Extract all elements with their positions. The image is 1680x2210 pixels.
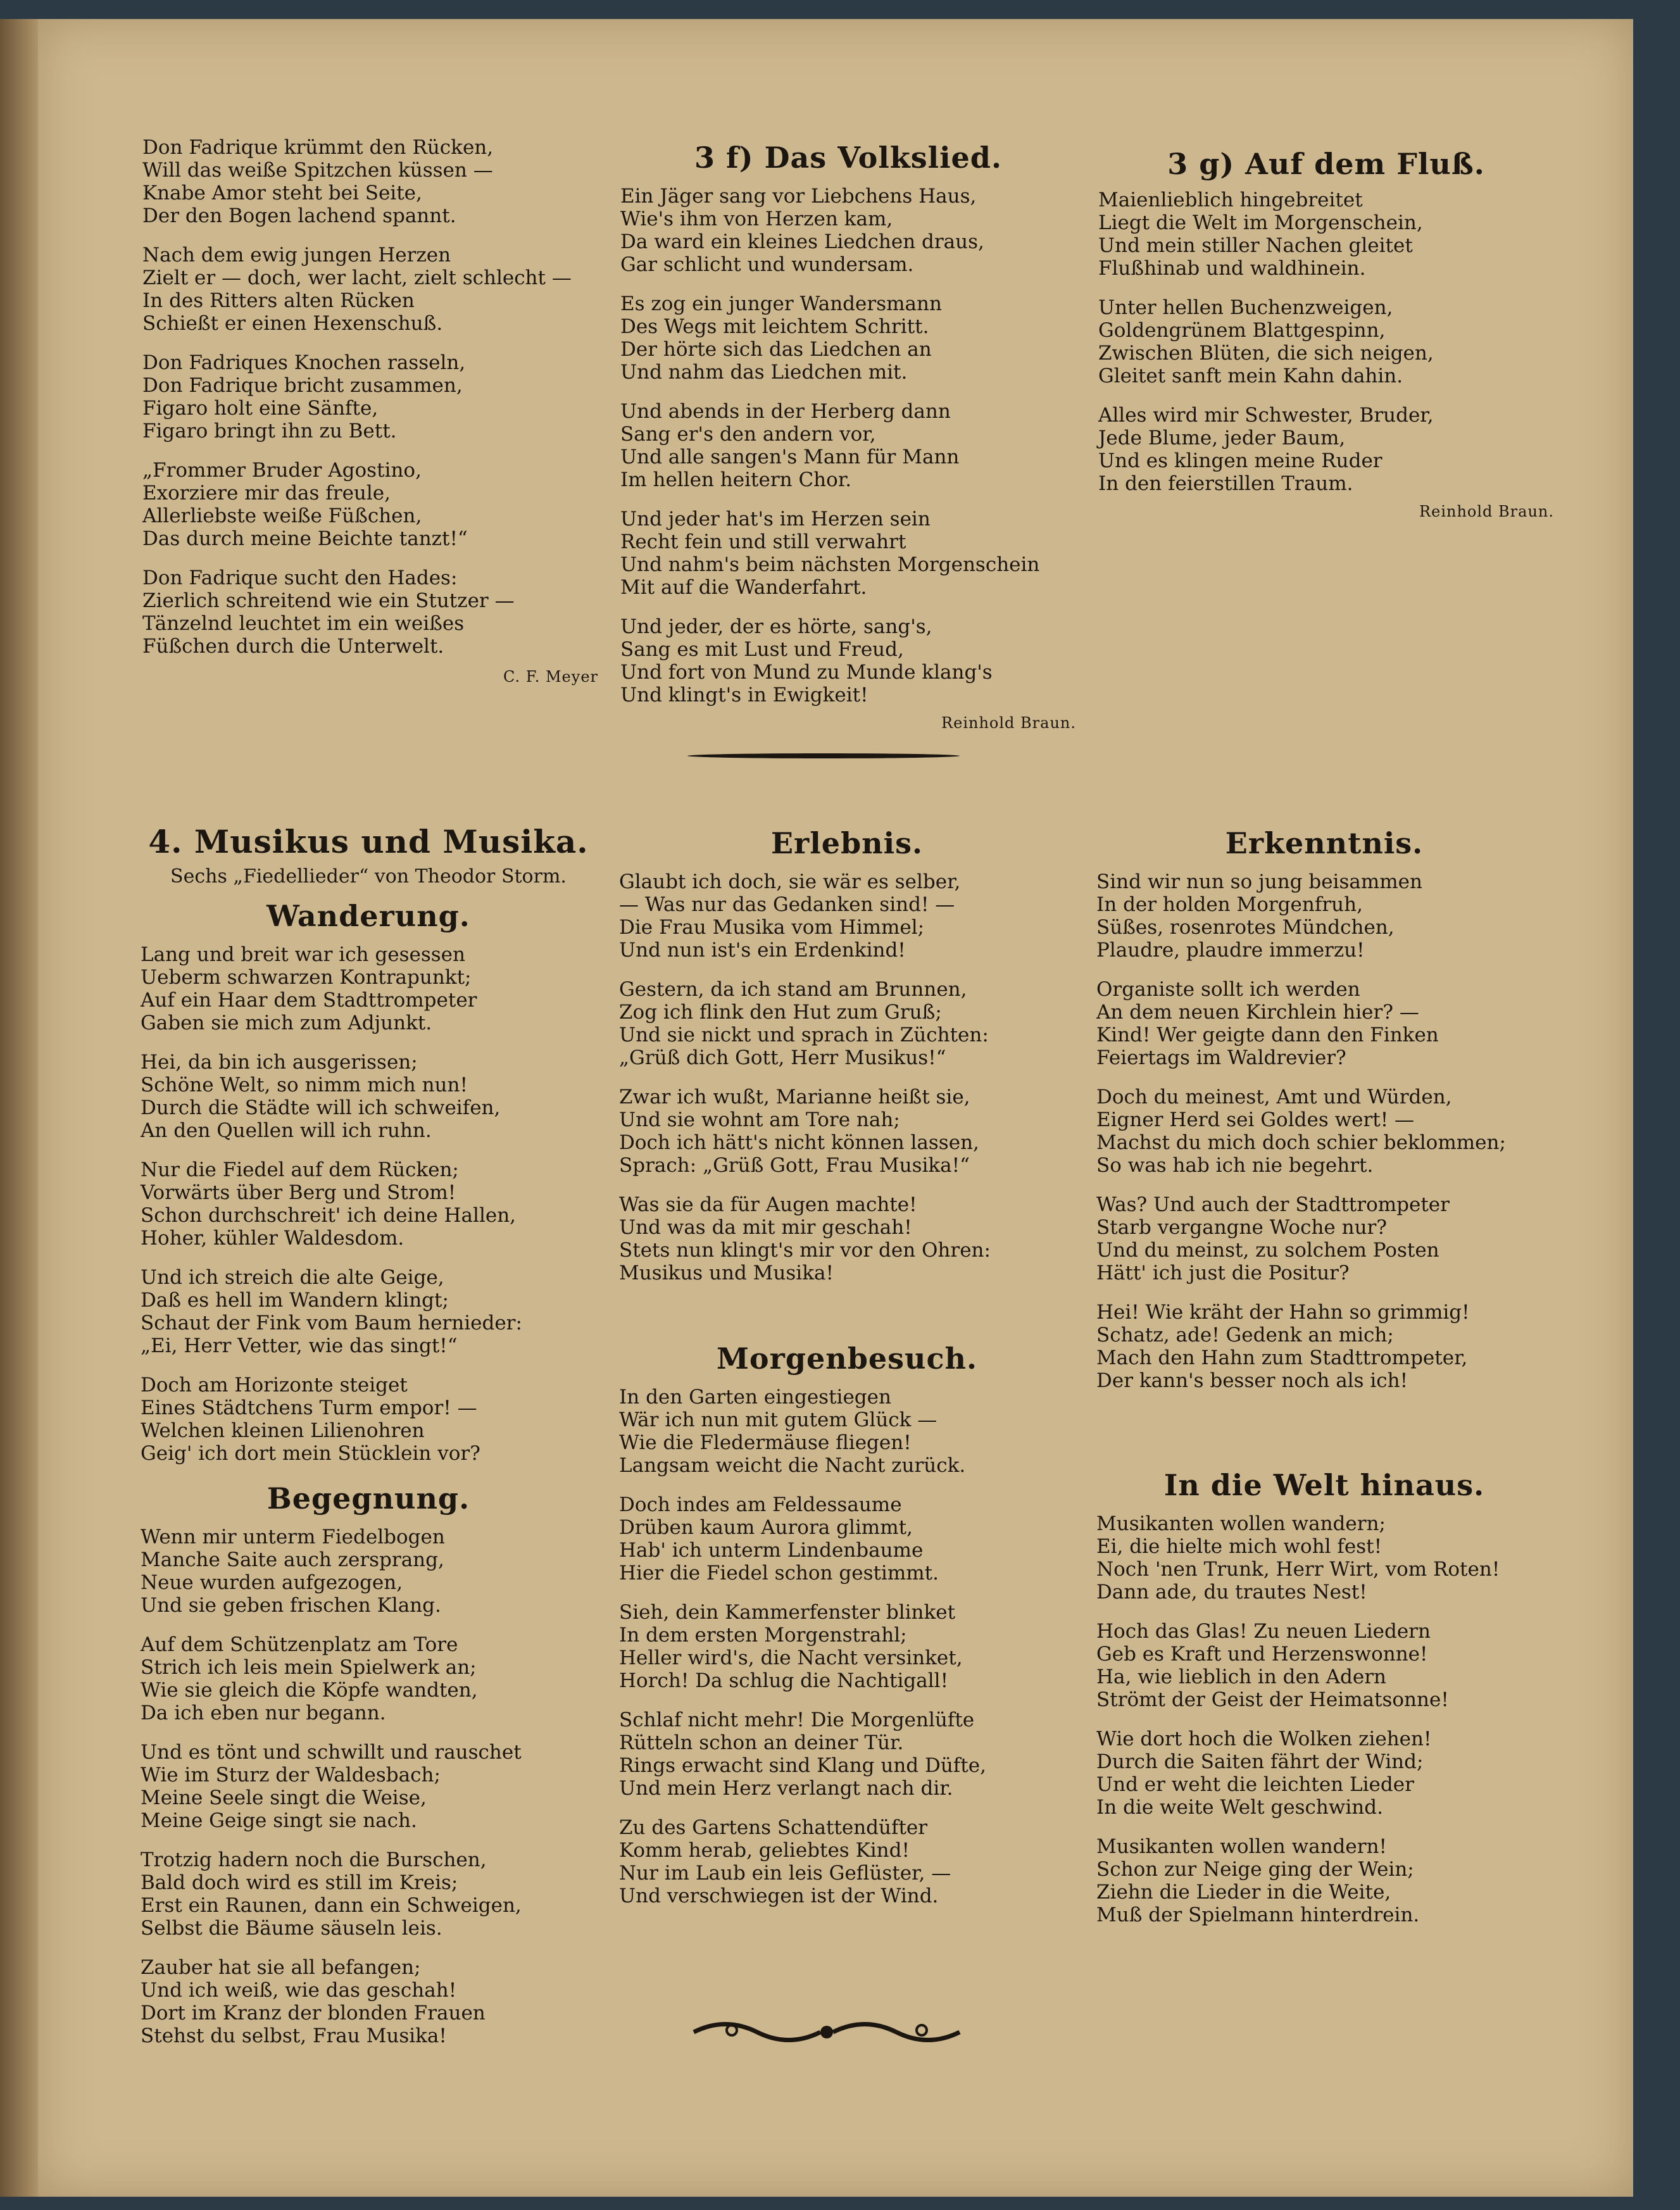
verse-line: Geig' ich dort mein Stücklein vor? bbox=[141, 1442, 480, 1465]
stanza bbox=[141, 1158, 596, 1250]
verse-line: In den feierstillen Traum. bbox=[1098, 472, 1353, 495]
verse-line: Gar schlicht und wundersam. bbox=[620, 253, 914, 276]
verse-line: Und er weht die leichten Lieder bbox=[1096, 1773, 1414, 1796]
stanza bbox=[1096, 1301, 1552, 1392]
verse-line: Zwischen Blüten, die sich neigen, bbox=[1098, 342, 1434, 365]
verse-line: Liegt die Welt im Morgenschein, bbox=[1098, 211, 1423, 234]
top-column-2 bbox=[620, 141, 1076, 732]
verse-line: Knabe Amor steht bei Seite, bbox=[142, 182, 422, 204]
verse-line: „Grüß dich Gott, Herr Musikus!“ bbox=[619, 1046, 946, 1069]
verse-line: Welchen kleinen Lilienohren bbox=[141, 1419, 425, 1442]
stanza bbox=[1096, 870, 1552, 962]
verse-line: Feiertags im Waldrevier? bbox=[1096, 1046, 1346, 1069]
verse-line: Daß es hell im Wandern klingt; bbox=[141, 1289, 449, 1312]
verse-line: Wie sie gleich die Köpfe wandten, bbox=[141, 1679, 478, 1702]
verse-line: Mach den Hahn zum Stadttrompeter, bbox=[1096, 1347, 1468, 1369]
poem-title: 3 g) Auf dem Fluß. bbox=[1167, 147, 1485, 181]
poem-title: 3 f) Das Volkslied. bbox=[694, 141, 1002, 175]
verse-line: Hoch das Glas! Zu neuen Liedern bbox=[1096, 1620, 1431, 1643]
stanza bbox=[1096, 1835, 1552, 1926]
verse-line: Allerliebste weiße Füßchen, bbox=[142, 505, 422, 527]
verse-line: Und fort von Mund zu Munde klang's bbox=[620, 661, 993, 684]
stanza bbox=[619, 1709, 1075, 1800]
stanza bbox=[142, 244, 598, 335]
verse-line: Das durch meine Beichte tanzt!“ bbox=[142, 527, 468, 550]
poem-title: Morgenbesuch. bbox=[717, 1341, 977, 1376]
stanza bbox=[1096, 1512, 1552, 1604]
verse-line: Stehst du selbst, Frau Musika! bbox=[141, 2025, 447, 2047]
verse-line: Was sie da für Augen machte! bbox=[619, 1193, 917, 1216]
verse-line: Der den Bogen lachend spannt. bbox=[142, 204, 456, 227]
verse-line: Ueberm schwarzen Kontrapunkt; bbox=[141, 966, 472, 989]
verse-line: Nur die Fiedel auf dem Rücken; bbox=[141, 1158, 459, 1181]
verse-line: Don Fadrique sucht den Hades: bbox=[142, 567, 458, 589]
verse-line: Plaudre, plaudre immerzu! bbox=[1096, 939, 1365, 962]
verse-line: Sang er's den andern vor, bbox=[620, 423, 876, 446]
verse-line: Langsam weicht die Nacht zurück. bbox=[619, 1454, 966, 1477]
verse-line: Komm herab, geliebtes Kind! bbox=[619, 1839, 910, 1862]
verse-line: Strömt der Geist der Heimatsonne! bbox=[1096, 1688, 1449, 1711]
verse-line: Schöne Welt, so nimm mich nun! bbox=[141, 1074, 468, 1096]
verse-line: Wenn mir unterm Fiedelbogen bbox=[141, 1526, 445, 1548]
verse-line: Hei, da bin ich ausgerissen; bbox=[141, 1051, 418, 1074]
author-signature: C. F. Meyer bbox=[503, 668, 598, 686]
verse-line: Figaro bringt ihn zu Bett. bbox=[142, 420, 397, 443]
verse-line: Meine Geige singt sie nach. bbox=[141, 1809, 417, 1832]
verse-line: Schon durchschreit' ich deine Hallen, bbox=[141, 1204, 517, 1227]
stanza bbox=[620, 400, 1076, 491]
verse-line: Und sie wohnt am Tore nah; bbox=[619, 1108, 900, 1131]
verse-line: Hab' ich unterm Lindenbaume bbox=[619, 1539, 924, 1562]
verse-line: Sang es mit Lust und Freud, bbox=[620, 638, 904, 661]
verse-line: In den Garten eingestiegen bbox=[619, 1386, 891, 1409]
verse-line: Zog ich flink den Hut zum Gruß; bbox=[619, 1001, 942, 1024]
verse-line: Dort im Kranz der blonden Frauen bbox=[141, 2002, 486, 2025]
stanza bbox=[619, 1386, 1075, 1477]
verse-line: Don Fadrique krümmt den Rücken, bbox=[142, 136, 494, 159]
verse-line: Vorwärts über Berg und Strom! bbox=[141, 1181, 456, 1204]
verse-line: Auf ein Haar dem Stadttrompeter bbox=[141, 989, 477, 1012]
verse-line: Selbst die Bäume säuseln leis. bbox=[141, 1917, 442, 1940]
stanza bbox=[619, 870, 1075, 962]
verse-line: Hei! Wie kräht der Hahn so grimmig! bbox=[1096, 1301, 1470, 1324]
verse-line: Hoher, kühler Waldesdom. bbox=[141, 1227, 404, 1250]
verse-line: Wie die Fledermäuse fliegen! bbox=[619, 1431, 912, 1454]
verse-line: An dem neuen Kirchlein hier? — bbox=[1096, 1001, 1419, 1024]
verse-line: Die Frau Musika vom Himmel; bbox=[619, 916, 925, 939]
verse-line: So was hab ich nie begehrt. bbox=[1096, 1154, 1374, 1177]
verse-line: Und mein Herz verlangt nach dir. bbox=[619, 1777, 953, 1800]
stanza bbox=[1096, 1193, 1552, 1284]
verse-line: Wär ich nun mit gutem Glück — bbox=[619, 1409, 937, 1431]
verse-line: Zierlich schreitend wie ein Stutzer — bbox=[142, 589, 515, 612]
verse-line: Meine Seele singt die Weise, bbox=[141, 1786, 427, 1809]
stanza bbox=[141, 1266, 596, 1357]
section-title: 4. Musikus und Musika. bbox=[148, 823, 589, 860]
verse-line: Eigner Herd sei Goldes wert! — bbox=[1096, 1108, 1415, 1131]
verse-line: Da ward ein kleines Liedchen draus, bbox=[620, 230, 984, 253]
verse-line: Schaut der Fink vom Baum hernieder: bbox=[141, 1312, 522, 1334]
verse-line: Hier die Fiedel schon gestimmt. bbox=[619, 1562, 939, 1585]
stanza bbox=[620, 615, 1076, 706]
verse-line: Nach dem ewig jungen Herzen bbox=[142, 244, 451, 267]
stanza bbox=[1098, 189, 1554, 280]
verse-line: Eines Städtchens Turm empor! — bbox=[141, 1397, 477, 1419]
verse-line: Und sie nickt und sprach in Züchten: bbox=[619, 1024, 989, 1046]
stanza bbox=[619, 1601, 1075, 1692]
verse-line: Und abends in der Herberg dann bbox=[620, 400, 951, 423]
section-subtitle: Sechs „Fiedellieder“ von Theodor Storm. bbox=[170, 865, 567, 888]
top-column-3 bbox=[1098, 147, 1554, 520]
verse-line: Dann ade, du trautes Nest! bbox=[1096, 1581, 1367, 1604]
verse-line: Musikanten wollen wandern; bbox=[1096, 1512, 1386, 1535]
verse-line: Strich ich leis mein Spielwerk an; bbox=[141, 1656, 477, 1679]
verse-line: Machst du mich doch schier beklommen; bbox=[1096, 1131, 1506, 1154]
section-divider-rule bbox=[687, 753, 960, 758]
verse-line: Organiste sollt ich werden bbox=[1096, 978, 1360, 1001]
verse-line: Wie dort hoch die Wolken ziehen! bbox=[1096, 1728, 1432, 1750]
verse-line: Sieh, dein Kammerfenster blinket bbox=[619, 1601, 956, 1624]
verse-line: Musikanten wollen wandern! bbox=[1096, 1835, 1387, 1858]
verse-line: An den Quellen will ich ruhn. bbox=[141, 1119, 432, 1142]
verse-line: Exorziere mir das freule, bbox=[142, 482, 391, 505]
stanza bbox=[1098, 404, 1554, 495]
verse-line: — Was nur das Gedanken sind! — bbox=[619, 893, 955, 916]
verse-line: Maienlieblich hingebreitet bbox=[1098, 189, 1363, 211]
verse-line: Horch! Da schlug die Nachtigall! bbox=[619, 1669, 949, 1692]
verse-line: Auf dem Schützenplatz am Tore bbox=[141, 1633, 458, 1656]
verse-line: Don Fadriques Knochen rasseln, bbox=[142, 351, 466, 374]
poem-title: Erkenntnis. bbox=[1225, 826, 1424, 860]
verse-line: Goldengrünem Blattgespinn, bbox=[1098, 319, 1386, 342]
verse-line: Drüben kaum Aurora glimmt, bbox=[619, 1516, 913, 1539]
stanza bbox=[1096, 1620, 1552, 1711]
verse-line: Und nun ist's ein Erdenkind! bbox=[619, 939, 906, 962]
stanza bbox=[141, 1051, 596, 1142]
verse-line: Tänzelnd leuchtet im ein weißes bbox=[142, 612, 465, 635]
verse-line: Und es tönt und schwillt und rauschet bbox=[141, 1741, 522, 1764]
verse-line: Mit auf die Wanderfahrt. bbox=[620, 576, 867, 599]
stanza bbox=[141, 1849, 596, 1940]
verse-line: Des Wegs mit leichtem Schritt. bbox=[620, 315, 929, 338]
stanza bbox=[620, 508, 1076, 599]
verse-line: Und was da mit mir geschah! bbox=[619, 1216, 912, 1239]
verse-line: Stets nun klingt's mir vor den Ohren: bbox=[619, 1239, 991, 1262]
verse-line: Doch du meinest, Amt und Würden, bbox=[1096, 1086, 1452, 1108]
verse-line: Und nahm das Liedchen mit. bbox=[620, 361, 908, 384]
verse-line: Will das weiße Spitzchen küssen — bbox=[142, 159, 493, 182]
stanza bbox=[619, 978, 1075, 1069]
verse-line: Kind! Wer geigte dann den Finken bbox=[1096, 1024, 1439, 1046]
verse-line: Muß der Spielmann hinterdrein. bbox=[1096, 1904, 1420, 1926]
verse-line: „Frommer Bruder Agostino, bbox=[142, 459, 422, 482]
stanza bbox=[619, 1816, 1075, 1907]
verse-line: Jede Blume, jeder Baum, bbox=[1098, 427, 1346, 449]
verse-line: Da ich eben nur begann. bbox=[141, 1702, 386, 1724]
verse-line: Und ich streich die alte Geige, bbox=[141, 1266, 444, 1289]
verse-line: Doch am Horizonte steiget bbox=[141, 1374, 408, 1397]
stanza bbox=[620, 185, 1076, 276]
verse-line: Und es klingen meine Ruder bbox=[1098, 449, 1382, 472]
verse-line: Geb es Kraft und Herzenswonne! bbox=[1096, 1643, 1428, 1666]
verse-line: Rütteln schon an deiner Tür. bbox=[619, 1731, 904, 1754]
verse-line: Zauber hat sie all befangen; bbox=[141, 1956, 421, 1979]
verse-line: In die weite Welt geschwind. bbox=[1096, 1796, 1383, 1819]
verse-line: Hätt' ich just die Positur? bbox=[1096, 1262, 1350, 1284]
verse-line: Zwar ich wußt, Marianne heißt sie, bbox=[619, 1086, 970, 1108]
verse-line: Es zog ein junger Wandersmann bbox=[620, 292, 942, 315]
bottom-column-2 bbox=[619, 826, 1075, 1924]
stanza bbox=[1096, 978, 1552, 1069]
verse-line: Schlaf nicht mehr! Die Morgenlüfte bbox=[619, 1709, 975, 1731]
stanza bbox=[142, 351, 598, 443]
verse-line: Zielt er — doch, wer lacht, zielt schlecht — bbox=[142, 267, 572, 289]
verse-line: In dem ersten Morgenstrahl; bbox=[619, 1624, 907, 1647]
bottom-column-3 bbox=[1096, 826, 1552, 1943]
stanza bbox=[142, 136, 598, 227]
verse-line: Sprach: „Grüß Gott, Frau Musika!“ bbox=[619, 1154, 970, 1177]
stanza bbox=[141, 1526, 596, 1617]
stanza bbox=[619, 1193, 1075, 1284]
verse-line: Don Fadrique bricht zusammen, bbox=[142, 374, 463, 397]
stanza bbox=[142, 567, 598, 658]
verse-line: Erst ein Raunen, dann ein Schweigen, bbox=[141, 1894, 522, 1917]
verse-line: Zu des Gartens Schattendüfter bbox=[619, 1816, 928, 1839]
verse-line: Im hellen heitern Chor. bbox=[620, 468, 852, 491]
stanza bbox=[619, 1086, 1075, 1177]
verse-line: Ziehn die Lieder in die Weite, bbox=[1096, 1881, 1391, 1904]
verse-line: Durch die Städte will ich schweifen, bbox=[141, 1096, 501, 1119]
verse-line: Und mein stiller Nachen gleitet bbox=[1098, 234, 1413, 257]
stanza bbox=[620, 292, 1076, 384]
verse-line: Schießt er einen Hexenschuß. bbox=[142, 312, 443, 335]
verse-line: Sind wir nun so jung beisammen bbox=[1096, 870, 1422, 893]
verse-line: Und sie geben frischen Klang. bbox=[141, 1594, 441, 1617]
verse-line: Ha, wie lieblich in den Adern bbox=[1096, 1666, 1387, 1688]
verse-line: Wie's ihm von Herzen kam, bbox=[620, 208, 893, 230]
verse-line: Durch die Saiten fährt der Wind; bbox=[1096, 1750, 1424, 1773]
poem-title: Begegnung. bbox=[266, 1481, 470, 1516]
verse-line: „Ei, Herr Vetter, wie das singt!“ bbox=[141, 1334, 458, 1357]
verse-line: In des Ritters alten Rücken bbox=[142, 289, 415, 312]
verse-line: Figaro holt eine Sänfte, bbox=[142, 397, 379, 420]
verse-line: Doch ich hätt's nicht können lassen, bbox=[619, 1131, 979, 1154]
stanza bbox=[141, 1956, 596, 2047]
verse-line: Wie im Sturz der Waldesbach; bbox=[141, 1764, 441, 1786]
verse-line: Schatz, ade! Gedenk an mich; bbox=[1096, 1324, 1394, 1347]
decorative-ornament bbox=[687, 2016, 966, 2048]
verse-line: Unter hellen Buchenzweigen, bbox=[1098, 296, 1393, 319]
verse-line: Ein Jäger sang vor Liebchens Haus, bbox=[620, 185, 977, 208]
verse-line: In der holden Morgenfruh, bbox=[1096, 893, 1363, 916]
top-column-1 bbox=[142, 136, 598, 686]
verse-line: Bald doch wird es still im Kreis; bbox=[141, 1871, 458, 1894]
verse-line: Neue wurden aufgezogen, bbox=[141, 1571, 403, 1594]
verse-line: Noch 'nen Trunk, Herr Wirt, vom Roten! bbox=[1096, 1558, 1500, 1581]
verse-line: Und du meinst, zu solchem Posten bbox=[1096, 1239, 1439, 1262]
stanza bbox=[1096, 1086, 1552, 1177]
verse-line: Gaben sie mich zum Adjunkt. bbox=[141, 1012, 432, 1034]
verse-line: Nur im Laub ein leis Geflüster, — bbox=[619, 1862, 951, 1885]
poem-title: In die Welt hinaus. bbox=[1163, 1468, 1485, 1502]
stanza bbox=[141, 943, 596, 1034]
bottom-column-1 bbox=[141, 823, 596, 2064]
author-signature: Reinhold Braun. bbox=[941, 714, 1076, 732]
verse-line: Und verschwiegen ist der Wind. bbox=[619, 1885, 939, 1907]
verse-line: Gestern, da ich stand am Brunnen, bbox=[619, 978, 967, 1001]
verse-line: Füßchen durch die Unterwelt. bbox=[142, 635, 444, 658]
verse-line: Starb vergangne Woche nur? bbox=[1096, 1216, 1387, 1239]
verse-line: Doch indes am Feldessaume bbox=[619, 1493, 902, 1516]
stanza bbox=[619, 1493, 1075, 1585]
verse-line: Und ich weiß, wie das geschah! bbox=[141, 1979, 457, 2002]
verse-line: Lang und breit war ich gesessen bbox=[141, 943, 465, 966]
stanza bbox=[141, 1633, 596, 1724]
verse-line: Und jeder hat's im Herzen sein bbox=[620, 508, 931, 531]
verse-line: Und jeder, der es hörte, sang's, bbox=[620, 615, 932, 638]
verse-line: Heller wird's, die Nacht versinket, bbox=[619, 1647, 963, 1669]
verse-line: Schon zur Neige ging der Wein; bbox=[1096, 1858, 1414, 1881]
stanza bbox=[1096, 1728, 1552, 1819]
verse-line: Manche Saite auch zersprang, bbox=[141, 1548, 444, 1571]
stanza bbox=[1098, 296, 1554, 387]
verse-line: Was? Und auch der Stadttrompeter bbox=[1096, 1193, 1450, 1216]
verse-line: Flußhinab und waldhinein. bbox=[1098, 257, 1366, 280]
verse-line: Glaubt ich doch, sie wär es selber, bbox=[619, 870, 961, 893]
poem-title: Erlebnis. bbox=[770, 826, 924, 860]
verse-line: Süßes, rosenrotes Mündchen, bbox=[1096, 916, 1395, 939]
verse-line: Recht fein und still verwahrt bbox=[620, 531, 906, 553]
verse-line: Musikus und Musika! bbox=[619, 1262, 834, 1284]
stanza bbox=[141, 1374, 596, 1465]
verse-line: Und alle sangen's Mann für Mann bbox=[620, 446, 960, 468]
verse-line: Und nahm's beim nächsten Morgenschein bbox=[620, 553, 1040, 576]
verse-line: Und klingt's in Ewigkeit! bbox=[620, 684, 868, 706]
verse-line: Trotzig hadern noch die Burschen, bbox=[141, 1849, 487, 1871]
stanza bbox=[142, 459, 598, 550]
verse-line: Der kann's besser noch als ich! bbox=[1096, 1369, 1408, 1392]
verse-line: Ei, die hielte mich wohl fest! bbox=[1096, 1535, 1382, 1558]
author-signature: Reinhold Braun. bbox=[1419, 503, 1554, 520]
verse-line: Der hörte sich das Liedchen an bbox=[620, 338, 932, 361]
stanza bbox=[141, 1741, 596, 1832]
verse-line: Rings erwacht sind Klang und Düfte, bbox=[619, 1754, 986, 1777]
poem-title: Wanderung. bbox=[266, 899, 470, 933]
verse-line: Gleitet sanft mein Kahn dahin. bbox=[1098, 365, 1403, 387]
verse-line: Alles wird mir Schwester, Bruder, bbox=[1098, 404, 1434, 427]
